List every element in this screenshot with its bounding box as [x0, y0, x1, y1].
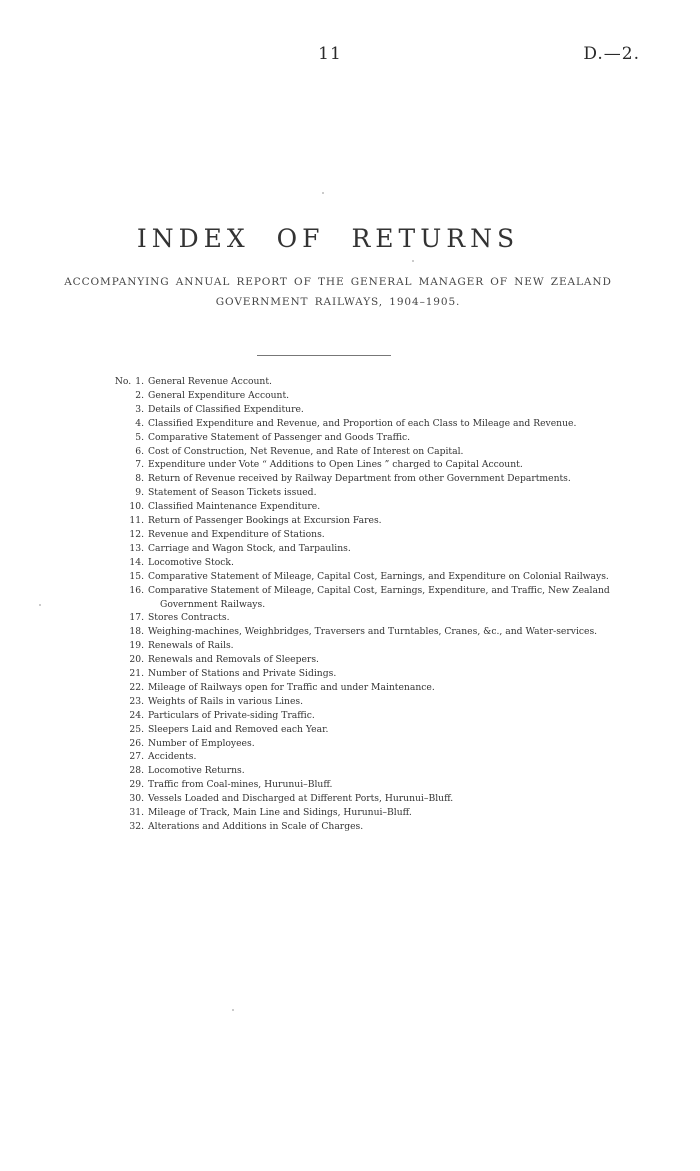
return-number-value: 32.: [129, 821, 144, 832]
return-number: [107, 458, 144, 472]
return-entry: [107, 653, 627, 667]
return-number-value: 22.: [129, 681, 144, 693]
page-title: INDEX OF RETURNS: [136, 224, 520, 253]
return-entry: [107, 820, 627, 834]
return-title: Particulars of Private-siding Traffic.: [148, 709, 315, 721]
return-number-value: 5.: [135, 431, 144, 443]
return-number-value: 24.: [129, 709, 144, 721]
return-number-value: 26.: [129, 737, 144, 749]
return-number: [107, 806, 144, 820]
return-title: Accidents.: [148, 751, 197, 763]
return-number-value: 7.: [135, 459, 144, 471]
return-title: Carriage and Wagon Stock, and Tarpaulins.: [148, 542, 351, 554]
return-title: Renewals and Removals of Sleepers.: [148, 654, 319, 666]
return-title: Locomotive Returns.: [148, 765, 245, 777]
return-title: Traffic from Coal-mines, Hurunui–Bluff.: [148, 779, 333, 791]
return-number: [107, 723, 144, 737]
return-title: Mileage of Railways open for Traffic and under Maintenance.: [148, 681, 435, 693]
return-title: Comparative Statement of Mileage, Capital Cost, Earnings, and Expenditure on Colonial Railways.: [148, 570, 609, 582]
return-number-value: 16.: [129, 584, 144, 596]
return-title: Number of Employees.: [148, 737, 255, 749]
return-number-value: 11.: [129, 515, 144, 527]
return-number: [107, 750, 144, 764]
return-entry: [107, 681, 627, 695]
return-entry: [107, 709, 627, 723]
return-title: Revenue and Expenditure of Stations.: [148, 528, 325, 540]
return-entry: [107, 625, 627, 639]
return-number-value: 30.: [129, 793, 144, 805]
return-title: Number of Stations and Private Sidings.: [148, 668, 337, 680]
return-number-value: 14.: [129, 556, 144, 568]
return-entry: [107, 556, 627, 570]
return-number-value: 31.: [129, 807, 144, 819]
return-number-value: 9.: [135, 487, 144, 499]
print-speck: [39, 604, 41, 606]
return-entry: [107, 375, 627, 389]
return-number: [107, 472, 144, 486]
subtitle-line: GOVERNMENT RAILWAYS, 1904–1905.: [215, 296, 461, 308]
return-number: [107, 792, 144, 806]
return-number-value: 2.: [135, 389, 144, 401]
return-title: Classified Expenditure and Revenue, and Proportion of each Class to Mileage and Revenue.: [148, 417, 577, 429]
return-number: [107, 584, 144, 598]
return-number: [107, 764, 144, 778]
return-number-value: 1.: [135, 376, 144, 387]
return-number: [107, 486, 144, 500]
return-entry: [107, 723, 627, 737]
return-number-value: 20.: [129, 654, 144, 666]
return-entry: [107, 806, 627, 820]
return-number: [107, 514, 144, 528]
return-title: Alterations and Additions in Scale of Charges.: [148, 821, 364, 832]
return-number-value: 23.: [129, 695, 144, 707]
return-number-value: 21.: [129, 668, 144, 680]
return-entry: [107, 403, 627, 417]
return-entry: [107, 611, 627, 625]
return-number: [107, 375, 144, 389]
document-reference: D.—2.: [583, 44, 640, 64]
return-number: [107, 820, 144, 834]
return-number-value: 29.: [129, 779, 144, 791]
return-number: [107, 737, 144, 751]
section-divider: [257, 355, 391, 356]
return-number: [107, 389, 144, 403]
return-entry: [107, 792, 627, 806]
return-entry: [107, 695, 627, 709]
return-number: [107, 778, 144, 792]
return-entry: [107, 778, 627, 792]
return-number: [107, 431, 144, 445]
return-entry: [107, 750, 627, 764]
subtitle: [48, 272, 628, 312]
return-title: General Expenditure Account.: [148, 389, 290, 401]
return-entry: [107, 542, 627, 556]
return-entry: [107, 458, 627, 472]
return-number-value: 17.: [129, 612, 144, 624]
print-speck: [412, 260, 414, 262]
return-entry: [107, 570, 627, 584]
return-title: Expenditure under Vote “ Additions to Open Lines ” charged to Capital Account.: [148, 459, 523, 471]
return-number-value: 6.: [135, 445, 144, 457]
return-entry: [107, 500, 627, 514]
return-number: [107, 417, 144, 431]
return-number: [107, 653, 144, 667]
return-title: Weighing-machines, Weighbridges, Traversers and Turntables, Cranes, &c., and Water-services.: [148, 626, 598, 638]
print-speck: [232, 1009, 234, 1011]
return-entry: [107, 764, 627, 778]
return-number: [107, 445, 144, 459]
return-number-value: 19.: [129, 640, 144, 652]
subtitle-line: ACCOMPANYING ANNUAL REPORT OF THE GENERAL MANAGER OF NEW ZEALAND: [64, 276, 612, 288]
return-title: Renewals of Rails.: [148, 640, 234, 652]
returns-list: [107, 375, 627, 834]
return-entry: [107, 417, 627, 431]
return-title: Return of Passenger Bookings at Excursion Fares.: [148, 515, 382, 527]
return-number-value: 27.: [129, 751, 144, 763]
return-number: [107, 667, 144, 681]
print-speck: [322, 192, 324, 194]
return-title: Locomotive Stock.: [148, 556, 234, 568]
return-number-value: 15.: [129, 570, 144, 582]
page-number: 11: [318, 44, 342, 64]
return-number-value: 25.: [129, 723, 144, 735]
return-number-value: 12.: [129, 528, 144, 540]
return-number-value: 18.: [129, 626, 144, 638]
return-number: [107, 611, 144, 625]
return-title: Sleepers Laid and Removed each Year.: [148, 723, 329, 735]
return-entry: [107, 737, 627, 751]
return-number: [107, 709, 144, 723]
return-title: General Revenue Account.: [148, 376, 272, 387]
return-entry: [107, 639, 627, 653]
return-number: [107, 625, 144, 639]
return-entry: [107, 431, 627, 445]
return-number-value: 4.: [135, 417, 144, 429]
return-title: Return of Revenue received by Railway Department from other Government Departments.: [148, 473, 571, 485]
return-number: [107, 528, 144, 542]
return-entry: [107, 486, 627, 500]
return-number-value: 13.: [129, 542, 144, 554]
return-title: Weights of Rails in various Lines.: [148, 695, 304, 707]
return-number: [107, 500, 144, 514]
return-entry: [107, 389, 627, 403]
return-number-value: 28.: [129, 765, 144, 777]
return-number: [107, 570, 144, 584]
return-number: [107, 542, 144, 556]
return-entry: [107, 445, 627, 459]
return-number: [107, 556, 144, 570]
return-title: Details of Classified Expenditure.: [148, 403, 304, 415]
list-prefix: No.: [114, 376, 132, 387]
return-entry: [107, 584, 627, 612]
return-title: Comparative Statement of Mileage, Capital Cost, Earnings, Expenditure, and Traffic, New Zealand Government Railways.: [148, 584, 610, 610]
return-title: Mileage of Track, Main Line and Sidings, Hurunui–Bluff.: [148, 807, 412, 819]
return-entry: [107, 514, 627, 528]
return-number: [107, 695, 144, 709]
return-number-value: 10.: [129, 501, 144, 513]
return-number-value: 8.: [135, 473, 144, 485]
return-number: [107, 403, 144, 417]
return-number-value: 3.: [135, 403, 144, 415]
return-title: Stores Contracts.: [148, 612, 230, 624]
return-number: [107, 681, 144, 695]
return-entry: [107, 667, 627, 681]
return-entry: [107, 472, 627, 486]
return-entry: [107, 528, 627, 542]
return-title: Vessels Loaded and Discharged at Different Ports, Hurunui–Bluff.: [148, 793, 454, 805]
return-title: Comparative Statement of Passenger and Goods Traffic.: [148, 431, 411, 443]
return-number: [107, 639, 144, 653]
return-title: Cost of Construction, Net Revenue, and Rate of Interest on Capital.: [148, 445, 464, 457]
return-title: Statement of Season Tickets issued.: [148, 487, 317, 499]
return-title: Classified Maintenance Expenditure.: [148, 501, 321, 513]
